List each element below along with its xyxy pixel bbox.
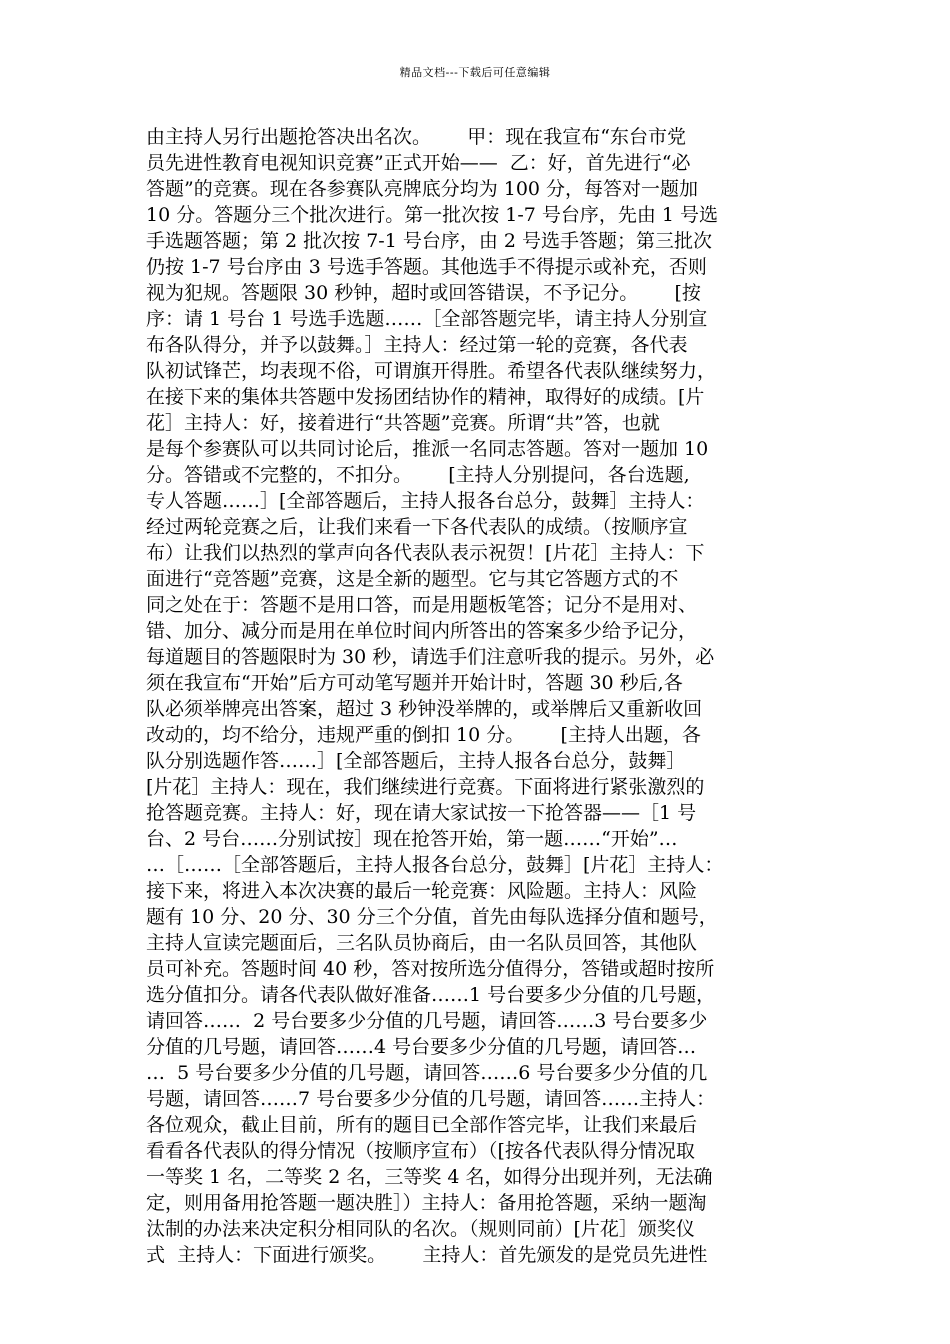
text-line: 花］主持人：好，接着进行“共答题”竞赛。所谓“共”答，也就	[146, 412, 660, 434]
text-line: 抢答题竞赛。主持人：好，现在请大家试按一下抢答器——［1 号	[146, 802, 697, 824]
text-line: 须在我宣布“开始”后方可动笔写题并开始计时，答题 30 秒后,各	[146, 672, 683, 694]
text-line: 经过两轮竞赛之后，让我们来看一下各代表队的成绩。（按顺序宣	[146, 516, 688, 538]
text-line: 是每个参赛队可以共同讨论后，推派一名同志答题。答对一题加 10	[146, 438, 709, 460]
text-line: 队分别选题作答……］[全部答题后，主持人报各台总分，鼓舞］	[146, 750, 686, 772]
text-line: 答题”的竞赛。现在各参赛队亮牌底分均为 100 分，每答对一题加	[146, 178, 699, 200]
text-line: 布各队得分，并予以鼓舞。］主持人：经过第一轮的竞赛，各代表	[146, 334, 688, 356]
text-line: 在接下来的集体共答题中发扬团结协作的精神，取得好的成绩。[片	[146, 386, 705, 408]
document-body	[146, 124, 810, 1268]
text-line: 手选题答题；第 2 批次按 7-1 号台序，由 2 号选手答题；第三批次	[146, 230, 713, 252]
text-line: 各位观众，截止目前，所有的题目已全部作答完毕，让我们来最后	[146, 1114, 698, 1136]
text-line: 主持人宣读完题面后，三名队员协商后，由一名队员回答，其他队	[146, 932, 698, 954]
text-line: 10 分。答题分三个批次进行。第一批次按 1-7 号台序，先由 1 号选	[146, 204, 719, 226]
text-line: 一等奖 1 名，二等奖 2 名，三等奖 4 名，如得分出现并列，无法确	[146, 1166, 713, 1188]
text-line: … 5 号台要多少分值的几号题，请回答……6 号台要多少分值的几	[146, 1062, 708, 1084]
text-line: 仍按 1-7 号台序由 3 号选手答题。其他选手不得提示或补充，否则	[146, 256, 707, 278]
text-line: [片花］主持人：现在，我们继续进行竞赛。下面将进行紧张激烈的	[146, 776, 705, 798]
text-line: 错、加分、减分而是用在单位时间内所答出的答案多少给予记分，	[146, 620, 698, 642]
text-line: 台、2 号台……分别试按］现在抢答开始，第一题……“开始”…	[146, 828, 678, 850]
text-line: 视为犯规。答题限 30 秒钟，超时或回答错误，不予记分。 [按	[146, 282, 701, 304]
text-line: 看看各代表队的得分情况（按顺序宣布）（[按各代表队得分情况取	[146, 1140, 695, 1162]
text-line: 同之处在于：答题不是用口答，而是用题板笔答；记分不是用对、	[146, 594, 698, 616]
text-line: 员先进性教育电视知识竞赛”正式开始—— 乙：好，首先进行“必	[146, 152, 691, 174]
text-line: 序：请 1 号台 1 号选手选题……［全部答题完毕，请主持人分别宣	[146, 308, 708, 330]
text-line: 式 主持人：下面进行颁奖。 主持人：首先颁发的是党员先进性	[146, 1244, 708, 1266]
text-line: 题有 10 分、20 分、30 分三个分值，首先由每队选择分值和题号，	[146, 906, 718, 928]
text-line: 接下来，将进入本次决赛的最后一轮竞赛：风险题。主持人：风险	[146, 880, 698, 902]
text-line: 每道题目的答题限时为 30 秒，请选手们注意听我的提示。另外，必	[146, 646, 715, 668]
text-line: 请回答…… 2 号台要多少分值的几号题，请回答……3 号台要多少	[146, 1010, 708, 1032]
text-line: 队初试锋芒，均表现不俗，可谓旗开得胜。希望各代表队继续努力，	[146, 360, 717, 382]
text-line: 分。答错或不完整的，不扣分。 [主持人分别提问，各台选题,	[146, 464, 690, 486]
text-line: 定，则用备用抢答题一题决胜］）主持人：备用抢答题，采纳一题淘	[146, 1192, 707, 1214]
text-line: 由主持人另行出题抢答决出名次。 甲：现在我宣布“东台市党	[146, 126, 686, 148]
text-line: 改动的，均不给分，违规严重的倒扣 10 分。 [主持人出题，各	[146, 724, 701, 746]
text-line: 汰制的办法来决定积分相同队的名次。（规则同前）[片花］颁奖仪	[146, 1218, 695, 1240]
text-line: 选分值扣分。请各代表队做好准备……1 号台要多少分值的几号题，	[146, 984, 716, 1006]
text-line: 布）让我们以热烈的掌声向各代表队表示祝贺！[片花］主持人：下	[146, 542, 705, 564]
text-line: 队必须举牌亮出答案，超过 3 秒钟没举牌的，或举牌后又重新收回	[146, 698, 703, 720]
text-line: 面进行“竞答题”竞赛，这是全新的题型。它与其它答题方式的不	[146, 568, 679, 590]
text-line: …［……［全部答题后，主持人报各台总分，鼓舞］[片花］主持人：	[146, 854, 724, 876]
text-line: 专人答题……］[全部答题后，主持人报各台总分，鼓舞］主持人：	[146, 490, 705, 512]
text-line: 员可补充。答题时间 40 秒，答对按所选分值得分，答错或超时按所	[146, 958, 715, 980]
page-header: 精品文档---下载后可任意编辑	[399, 66, 551, 79]
text-line: 号题，请回答……7 号台要多少分值的几号题，请回答……主持人：	[146, 1088, 716, 1110]
text-line: 分值的几号题，请回答……4 号台要多少分值的几号题，请回答…	[146, 1036, 697, 1058]
